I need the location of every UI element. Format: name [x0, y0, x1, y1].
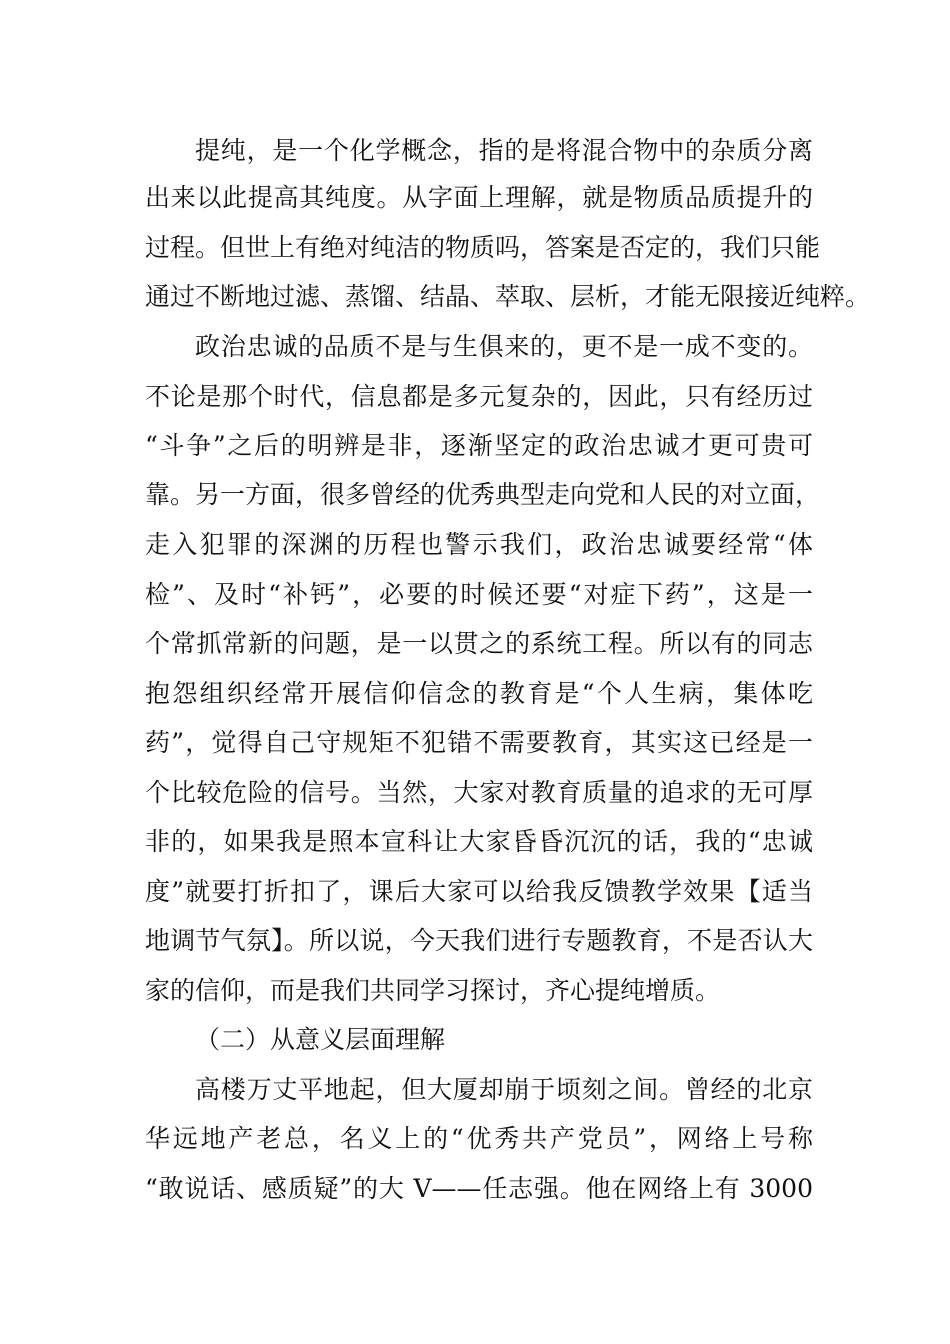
- paragraph-line: 靠。另一方面，很多曾经的优秀典型走向党和人民的对立面，: [145, 480, 821, 509]
- paragraph-line: “斗争”之后的明辨是非，逐渐坚定的政治忠诚才更可贵可: [145, 431, 813, 460]
- paragraph-line: 抱怨组织经常开展信仰信念的教育是“个人生病，集体吃: [145, 679, 813, 708]
- paragraph-line: 走入犯罪的深渊的历程也警示我们，政治忠诚要经常“体: [145, 530, 813, 559]
- paragraph-line: 非的，如果我是照本宣科让大家昏昏沉沉的话，我的“忠诚: [145, 827, 813, 856]
- paragraph-line: 检”、及时“补钙”，必要的时候还要“对症下药”，这是一: [145, 580, 813, 609]
- paragraph-line: 个比较危险的信号。当然，大家对教育质量的追求的无可厚: [145, 778, 813, 807]
- paragraph-line: 个常抓常新的问题，是一以贯之的系统工程。所以有的同志: [145, 629, 813, 658]
- paragraph-line: 通过不断地过滤、蒸馏、结晶、萃取、层析，才能无限接近纯粹。: [145, 282, 871, 311]
- paragraph-line: 出来以此提高其纯度。从字面上理解，就是物质品质提升的: [145, 183, 813, 212]
- paragraph-line: 药”，觉得自己守规矩不犯错不需要教育，其实这已经是一: [145, 728, 813, 757]
- paragraph-line: 高楼万丈平地起，但大厦却崩于顷刻之间。曾经的北京: [195, 1075, 813, 1104]
- paragraph-line: 地调节气氛】。所以说，今天我们进行专题教育，不是否认大: [145, 926, 813, 955]
- paragraph-line: 过程。但世上有绝对纯洁的物质吗，答案是否定的，我们只能: [145, 233, 821, 262]
- paragraph-line: 华远地产老总，名义上的“优秀共产党员”，网络上号称: [145, 1124, 813, 1153]
- paragraph-line: 不论是那个时代，信息都是多元复杂的，因此，只有经历过: [145, 382, 813, 411]
- paragraph-line: 政治忠诚的品质不是与生俱来的，更不是一成不变的。: [195, 332, 813, 361]
- paragraph-line: 家的信仰，而是我们共同学习探讨，齐心提纯增质。: [145, 976, 721, 1005]
- paragraph-line: “敢说话、感质疑”的大 V——任志强。他在网络上有 3000: [145, 1174, 813, 1203]
- paragraph-line: 提纯，是一个化学概念，指的是将混合物中的杂质分离: [195, 136, 813, 165]
- section-heading: （二）从意义层面理解: [195, 1025, 446, 1054]
- paragraph-line: 度”就要打折扣了，课后大家可以给我反馈教学效果【适当: [145, 877, 813, 906]
